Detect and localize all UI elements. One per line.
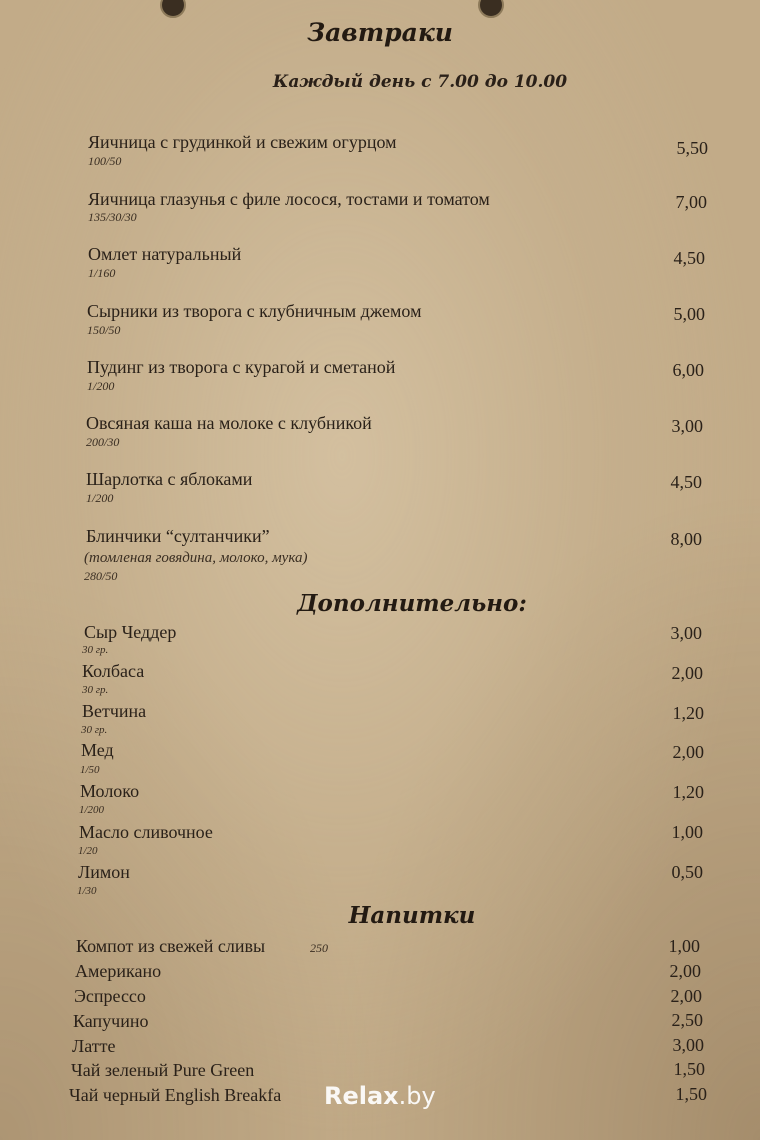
section-title-breakfast: Завтраки [307,18,453,47]
relax-watermark [324,1082,436,1110]
item-price: 5,00 [673,304,705,324]
item-name: Шарлотка с яблоками [86,469,253,489]
item-name: Компот из свежей сливы [76,936,266,956]
watermark-brand: Relax [324,1082,399,1110]
item-price: 2,00 [669,961,701,981]
item-weight: 100/50 [88,154,122,168]
item-weight: 150/50 [87,323,121,337]
item-weight: 1/200 [79,804,105,816]
item-weight: 30 гр. [81,724,108,736]
item-price: 1,20 [672,782,704,802]
item-name: Чай черный English Breakfa [69,1085,282,1105]
item-weight: 30 гр. [82,644,109,656]
item-price: 2,00 [670,986,702,1006]
item-price: 1,00 [668,936,700,956]
item-price: 1,50 [675,1084,707,1104]
item-price: 0,50 [671,862,703,882]
item-name: Яичница с грудинкой и свежим огурцом [88,132,397,152]
item-name: Латте [72,1036,116,1056]
item-price: 1,50 [673,1059,705,1079]
item-name: Масло сливочное [79,822,213,842]
binder-hole-right [478,0,504,18]
item-name: Колбаса [82,661,145,681]
item-price: 3,00 [672,1035,704,1055]
item-price: 4,50 [673,248,705,268]
item-name: Американо [75,961,162,981]
item-name: Молоко [80,781,140,801]
item-price: 3,00 [671,416,703,436]
item-weight: 1/50 [80,764,100,776]
item-weight: 1/200 [86,491,114,505]
item-weight: 200/30 [86,435,120,449]
item-weight: 250 [310,941,328,955]
breakfast-hours: Каждый день с 7.00 до 10.00 [272,72,568,92]
item-name: Чай зеленый Pure Green [71,1060,255,1080]
item-weight: 1/160 [88,266,116,280]
item-weight: 1/30 [77,885,97,897]
item-price: 4,50 [670,472,702,492]
item-weight: 135/30/30 [88,210,137,224]
section-title-drinks: Напитки [348,902,476,929]
item-price: 6,00 [672,360,704,380]
item-description: (томленая говядина, молоко, мука) [84,550,308,566]
item-price: 7,00 [675,192,707,212]
item-name: Капучино [73,1011,149,1031]
item-name: Овсяная каша на молоке с клубникой [86,413,372,433]
item-price: 3,00 [670,623,702,643]
item-price: 2,00 [671,663,703,683]
item-name: Сыр Чеддер [84,622,177,642]
item-weight: 1/200 [87,379,115,393]
item-price: 5,50 [676,138,708,158]
item-name: Яичница глазунья с филе лосося, тостами и томатом [88,189,490,209]
section-title-extras: Дополнительно: [297,590,527,617]
binder-hole-left [160,0,186,18]
item-name: Ветчина [82,701,147,721]
item-name: Сырники из творога с клубничным джемом [87,301,422,321]
item-price: 1,20 [672,703,704,723]
item-weight: 30 гр. [82,684,109,696]
item-price: 1,00 [671,822,703,842]
item-name: Блинчики “султанчики” [86,526,270,546]
item-name: Омлет натуральный [88,244,242,264]
item-name: Пудинг из творога с курагой и сметаной [87,357,396,377]
item-name: Эспрессо [74,986,146,1006]
item-price: 2,00 [672,742,704,762]
item-name: Мед [81,740,114,760]
watermark-domain: .by [398,1082,436,1110]
item-price: 8,00 [670,529,702,549]
item-price: 2,50 [671,1010,703,1030]
item-weight: 280/50 [84,569,118,583]
item-weight: 1/20 [78,845,98,857]
item-name: Лимон [78,862,130,882]
